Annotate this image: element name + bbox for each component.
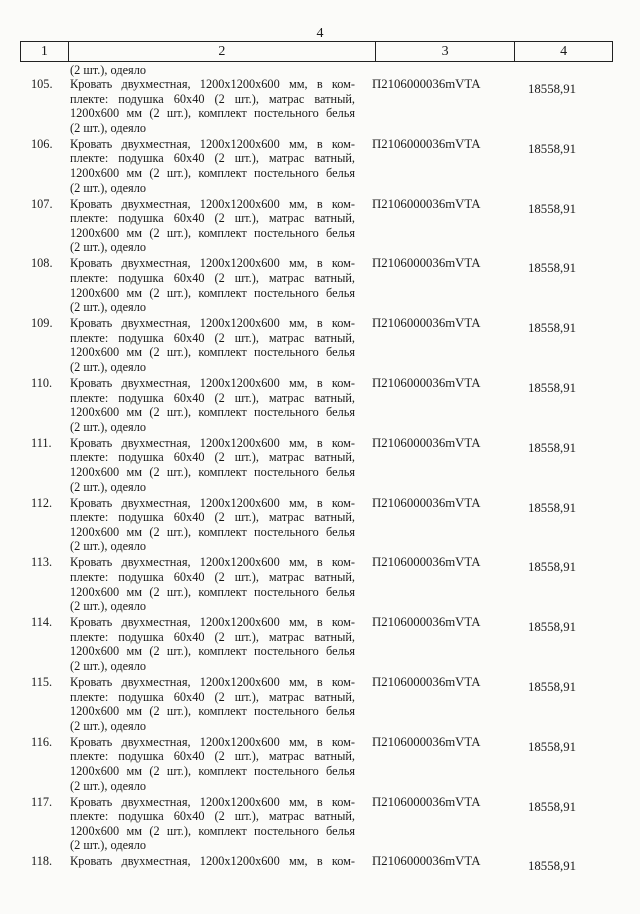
description-line: плекте: подушка 60x40 (2 шт.), матрас ватный, <box>70 91 355 106</box>
continuation-text: (2 шт.), одеяло <box>70 63 147 77</box>
description-line: Кровать двухместная, 1200x1200x600 мм, в ком- <box>70 794 355 809</box>
row-code: П2106000036mVTA <box>372 495 481 510</box>
row-number: 113. <box>31 555 53 570</box>
description-line: плекте: подушка 60x40 (2 шт.), матрас ватный, <box>70 569 355 584</box>
row-number: 109. <box>31 316 53 331</box>
row-number: 115. <box>31 675 53 689</box>
row-description <box>70 615 355 673</box>
row-number: 112. <box>31 495 53 510</box>
row-code: П2106000036mVTA <box>372 196 481 211</box>
description-line: Кровать двухместная, 1200x1200x600 мм, в ком- <box>70 196 355 211</box>
table-header <box>20 41 613 62</box>
table-row <box>0 316 640 376</box>
row-code: П2106000036mVTA <box>372 794 481 809</box>
row-price: 18558,91 <box>528 381 576 395</box>
description-line: плекте: подушка 60x40 (2 шт.), матрас ватный, <box>70 629 355 644</box>
row-code: П2106000036mVTA <box>372 734 481 749</box>
row-number: 111. <box>31 435 52 450</box>
column-header-3: 3 <box>376 42 516 61</box>
description-line: плекте: подушка 60x40 (2 шт.), матрас ватный, <box>70 809 355 824</box>
row-code: П2106000036mVTA <box>372 615 481 630</box>
row-code: П2106000036mVTA <box>372 316 481 331</box>
description-line: Кровать двухместная, 1200x1200x600 мм, в ком- <box>70 77 355 91</box>
row-number: 107. <box>31 196 53 211</box>
table-row <box>0 197 640 257</box>
description-line: Кровать двухместная, 1200x1200x600 мм, в ком- <box>70 136 355 151</box>
description-line: плекте: подушка 60x40 (2 шт.), матрас ватный, <box>70 330 355 345</box>
row-price: 18558,91 <box>528 440 576 455</box>
description-line: 1200x600 мм (2 шт.), комплект постельного белья <box>70 464 355 479</box>
description-line: плекте: подушка 60x40 (2 шт.), матрас ватный, <box>70 270 355 285</box>
row-price: 18558,91 <box>528 500 576 515</box>
row-code: П2106000036mVTA <box>372 136 481 151</box>
column-header-1: 1 <box>21 42 69 61</box>
description-line: Кровать двухместная, 1200x1200x600 мм, в ком- <box>70 734 355 749</box>
table-row <box>0 137 640 197</box>
description-line: Кровать двухместная, 1200x1200x600 мм, в ком- <box>70 256 355 271</box>
description-line: Кровать двухместная, 1200x1200x600 мм, в ком- <box>70 675 355 689</box>
row-code: П2106000036mVTA <box>372 675 481 689</box>
description-line: (2 шт.), одеяло <box>70 599 147 614</box>
description-line: (2 шт.), одеяло <box>70 419 147 434</box>
row-code: П2106000036mVTA <box>372 376 481 390</box>
description-line: Кровать двухместная, 1200x1200x600 мм, в ком- <box>70 435 355 450</box>
description-line: Кровать двухместная, 1200x1200x600 мм, в ком- <box>70 495 355 510</box>
row-description <box>70 735 355 793</box>
description-line: (2 шт.), одеяло <box>70 718 147 733</box>
description-line: 1200x600 мм (2 шт.), комплект постельного белья <box>70 704 355 719</box>
description-line: 1200x600 мм (2 шт.), комплект постельного белья <box>70 285 355 300</box>
row-number: 106. <box>31 136 53 151</box>
description-line: Кровать двухместная, 1200x1200x600 мм, в ком- <box>70 555 355 570</box>
description-line: 1200x600 мм (2 шт.), комплект постельного белья <box>70 763 355 778</box>
row-number: 110. <box>31 376 53 390</box>
description-line: Кровать двухместная, 1200x1200x600 мм, в ком- <box>70 615 355 630</box>
row-description <box>70 197 355 255</box>
description-line: (2 шт.), одеяло <box>70 778 147 793</box>
description-line: (2 шт.), одеяло <box>70 479 147 494</box>
row-price: 18558,91 <box>528 141 576 156</box>
row-description <box>70 496 355 554</box>
table-row <box>0 436 640 496</box>
row-price: 18558,91 <box>528 261 576 276</box>
description-line: плекте: подушка 60x40 (2 шт.), матрас ватный, <box>70 390 355 405</box>
row-code: П2106000036mVTA <box>372 435 481 450</box>
row-number: 108. <box>31 256 53 271</box>
row-description <box>70 77 355 135</box>
description-line: Кровать двухместная, 1200x1200x600 мм, в ком- <box>70 376 355 390</box>
description-line: (2 шт.), одеяло <box>70 120 147 135</box>
row-code: П2106000036mVTA <box>372 854 481 869</box>
row-code: П2106000036mVTA <box>372 555 481 570</box>
table-row <box>0 675 640 735</box>
row-price: 18558,91 <box>528 799 576 814</box>
description-line: Кровать двухместная, 1200x1200x600 мм, в ком- <box>70 854 355 869</box>
description-line: (2 шт.), одеяло <box>70 300 147 315</box>
table-row <box>0 496 640 556</box>
row-description <box>70 256 355 314</box>
row-description <box>70 316 355 374</box>
description-line: (2 шт.), одеяло <box>70 838 147 853</box>
row-price: 18558,91 <box>528 82 576 96</box>
row-price: 18558,91 <box>528 560 576 575</box>
table-row <box>0 77 640 137</box>
row-description <box>70 854 355 869</box>
page-number: 4 <box>316 26 324 41</box>
row-price: 18558,91 <box>528 859 576 874</box>
row-code: П2106000036mVTA <box>372 256 481 271</box>
row-price: 18558,91 <box>528 680 576 694</box>
table-row <box>0 256 640 316</box>
description-line: плекте: подушка 60x40 (2 шт.), матрас ватный, <box>70 510 355 525</box>
description-line: (2 шт.), одеяло <box>70 359 147 374</box>
row-number: 114. <box>31 615 53 630</box>
row-description <box>70 376 355 434</box>
description-line: 1200x600 мм (2 шт.), комплект постельного белья <box>70 584 355 599</box>
description-line: (2 шт.), одеяло <box>70 240 147 255</box>
description-line: 1200x600 мм (2 шт.), комплект постельного белья <box>70 405 355 420</box>
description-line: 1200x600 мм (2 шт.), комплект постельного белья <box>70 345 355 360</box>
row-description <box>70 675 355 733</box>
row-number: 118. <box>31 854 53 869</box>
row-number: 116. <box>31 734 53 749</box>
description-line: плекте: подушка 60x40 (2 шт.), матрас ватный, <box>70 211 355 226</box>
description-line: 1200x600 мм (2 шт.), комплект постельного белья <box>70 225 355 240</box>
description-line: (2 шт.), одеяло <box>70 180 147 195</box>
row-price: 18558,91 <box>528 321 576 336</box>
table-row <box>0 615 640 675</box>
column-header-2: 2 <box>69 42 376 61</box>
table-row <box>0 854 640 914</box>
column-header-4: 4 <box>560 43 568 59</box>
table-row <box>0 795 640 855</box>
row-number: 117. <box>31 794 53 809</box>
row-price: 18558,91 <box>528 201 576 216</box>
row-description <box>70 137 355 195</box>
description-line: (2 шт.), одеяло <box>70 539 147 554</box>
table-row <box>0 376 640 436</box>
row-description <box>70 795 355 853</box>
description-line: (2 шт.), одеяло <box>70 658 147 673</box>
description-line: плекте: подушка 60x40 (2 шт.), матрас ватный, <box>70 450 355 465</box>
description-line: 1200x600 мм (2 шт.), комплект постельного белья <box>70 524 355 539</box>
description-line: Кровать двухместная, 1200x1200x600 мм, в ком- <box>70 316 355 331</box>
row-description <box>70 555 355 613</box>
description-line: плекте: подушка 60x40 (2 шт.), матрас ватный, <box>70 749 355 764</box>
row-code: П2106000036mVTA <box>372 77 481 91</box>
description-line: 1200x600 мм (2 шт.), комплект постельного белья <box>70 644 355 659</box>
row-description <box>70 436 355 494</box>
description-line: 1200x600 мм (2 шт.), комплект постельного белья <box>70 106 355 121</box>
description-line: 1200x600 мм (2 шт.), комплект постельного белья <box>70 165 355 180</box>
row-price: 18558,91 <box>528 620 576 635</box>
table-row <box>0 555 640 615</box>
table-row <box>0 735 640 795</box>
description-line: плекте: подушка 60x40 (2 шт.), матрас ватный, <box>70 151 355 166</box>
row-price: 18558,91 <box>528 739 576 754</box>
description-line: плекте: подушка 60x40 (2 шт.), матрас ватный, <box>70 689 355 704</box>
row-number: 105. <box>31 77 53 91</box>
description-line: 1200x600 мм (2 шт.), комплект постельного белья <box>70 823 355 838</box>
